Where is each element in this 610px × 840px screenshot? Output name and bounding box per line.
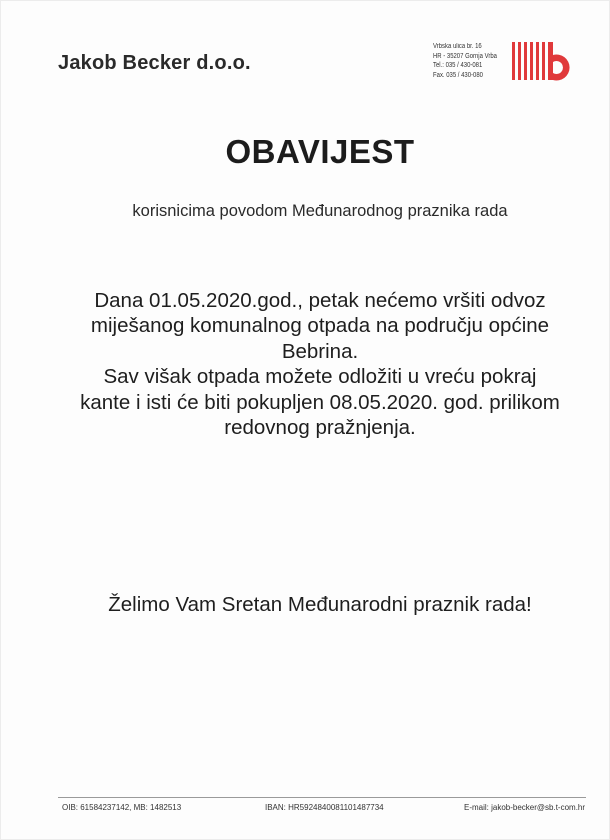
- address-city: HR - 35207 Gornja Vrba: [433, 52, 497, 60]
- notice-subtitle: korisnicima povodom Međunarodnog praznika rada: [132, 202, 508, 220]
- company-logo: [511, 40, 591, 82]
- company-name: Jakob Becker d.o.o.: [58, 52, 251, 74]
- notice-paragraph: Sav višak otpada možete odložiti u vreću pokraj kante i isti će biti pokupljen 08.05.2020. god. prilikom redovnog pražnjenja.: [80, 365, 560, 440]
- address-fax: Fax. 035 / 430-080: [433, 71, 483, 79]
- company-address: [433, 42, 497, 80]
- address-phone: Tel.: 035 / 430-081: [433, 62, 483, 69]
- footer-iban: IBAN: HR5924840081101487734: [265, 803, 384, 812]
- footer-oib: OIB: 61584237142, MB: 1482513: [62, 803, 182, 812]
- address-street: Vrbska ulica br. 16: [433, 43, 482, 50]
- notice-paragraph: Dana 01.05.2020.god., petak nećemo vršiti odvoz miješanog komunalnog otpada na području općine Bebrina.: [90, 289, 550, 363]
- notice-body: [80, 288, 560, 440]
- footer-email: E-mail: jakob-becker@sb.t-com.hr: [464, 803, 586, 812]
- footer-divider: [58, 797, 586, 798]
- notice-closing: Želimo Vam Sretan Međunarodni praznik rada!: [108, 593, 532, 616]
- notice-title: OBAVIJEST: [225, 133, 415, 170]
